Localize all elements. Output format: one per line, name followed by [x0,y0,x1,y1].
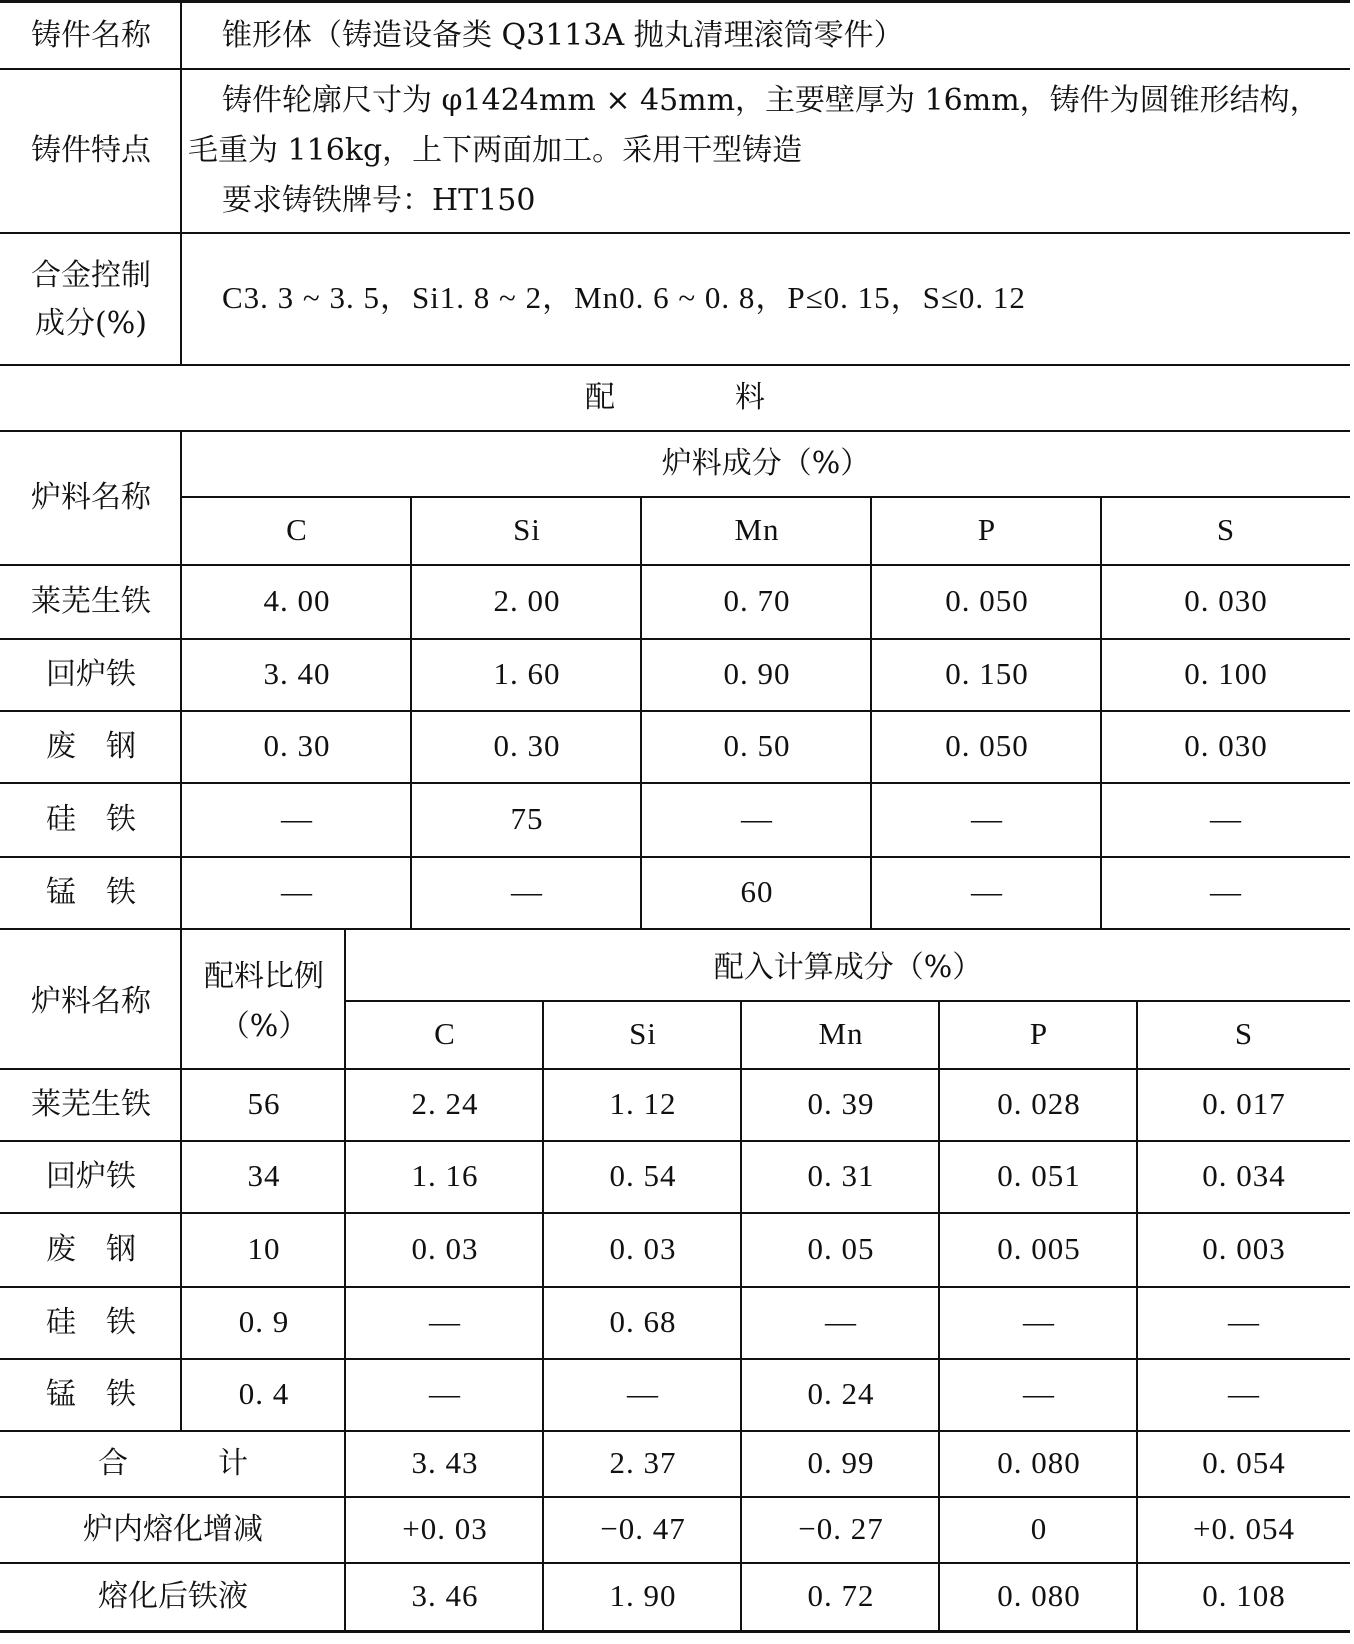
horizontal-rule [182,496,1350,498]
charge-group-header: 炉料成分（%） [661,445,871,481]
summary-cell: 0. 99 [807,1444,875,1480]
calc-row-name: 莱芜生铁 [31,1086,151,1122]
vertical-rule [344,928,346,1630]
charge-cell: 0. 50 [723,727,791,763]
charge-header-s: S [1216,511,1236,547]
calc-ratio-header-line-2: （%） [219,1008,309,1044]
charge-row-name: 硅 铁 [46,801,136,837]
calc-ratio-header-line-1: 配料比例 [204,958,324,994]
calc-row-name: 硅 铁 [46,1304,136,1340]
calc-cell: 0. 003 [1202,1230,1286,1266]
calc-row-name: 锰 铁 [46,1376,136,1412]
summary-cell: 3. 46 [411,1577,479,1613]
charge-header-c: C [286,511,308,547]
horizontal-rule [0,1140,1350,1142]
horizontal-rule [0,782,1350,784]
vertical-rule [180,430,182,928]
charge-cell: 4. 00 [263,582,331,618]
summary-cell: 0. 080 [997,1444,1081,1480]
calc-name-header: 炉料名称 [31,983,151,1019]
vertical-rule [1100,496,1102,928]
horizontal-rule [0,430,1350,432]
horizontal-rule [0,638,1350,640]
horizontal-rule [0,364,1350,366]
charge-cell: — [281,800,313,836]
horizontal-rule [0,68,1350,70]
calc-cell: 1. 12 [609,1085,677,1121]
summary-cell: 1. 90 [609,1577,677,1613]
horizontal-rule [0,1212,1350,1214]
calc-cell: 0. 028 [997,1085,1081,1121]
charge-header-p: P [977,511,997,547]
casting-features-line-3: 要求铸铁牌号：HT150 [222,183,536,218]
calc-cell: 0. 005 [997,1230,1081,1266]
calc-header-c: C [434,1015,456,1051]
horizontal-rule [346,1000,1350,1002]
summary-cell: 0. 080 [997,1577,1081,1613]
summary-cell: 0. 108 [1202,1577,1286,1613]
calc-cell: 0. 051 [997,1157,1081,1193]
horizontal-rule [0,1430,1350,1432]
calc-cell: — [429,1375,461,1411]
summary-row-label: 炉内熔化增减 [83,1511,263,1547]
calc-header-p: P [1029,1015,1049,1051]
horizontal-rule [0,232,1350,234]
calc-cell: — [1023,1375,1055,1411]
vertical-rule [180,0,182,364]
alloy-label-line-1: 合金控制 [31,257,151,293]
casting-features-label: 铸件特点 [31,132,151,168]
casting-name-label: 铸件名称 [31,17,151,53]
charge-cell: 0. 050 [945,727,1029,763]
charge-cell: — [971,800,1003,836]
calc-cell: 0. 54 [609,1157,677,1193]
horizontal-rule [0,856,1350,858]
summary-row-label: 熔化后铁液 [98,1578,248,1614]
vertical-rule [938,1000,940,1630]
charge-cell: — [1210,873,1242,909]
horizontal-rule [0,1068,1350,1070]
calc-row-ratio: 10 [247,1230,281,1266]
vertical-rule [410,496,412,928]
calc-cell: 0. 03 [411,1230,479,1266]
vertical-rule [180,928,182,1430]
calc-cell: 0. 39 [807,1085,875,1121]
calc-cell: — [627,1375,659,1411]
vertical-rule [1136,1000,1138,1630]
charge-cell: — [511,873,543,909]
vertical-rule [640,496,642,928]
horizontal-rule [0,1286,1350,1288]
charge-cell: 0. 100 [1184,655,1268,691]
calc-cell: — [429,1303,461,1339]
calc-cell: 0. 034 [1202,1157,1286,1193]
horizontal-rule [0,564,1350,566]
charge-cell: — [741,800,773,836]
charge-cell: — [281,873,313,909]
calc-cell: — [1228,1303,1260,1339]
charge-cell: 0. 150 [945,655,1029,691]
horizontal-rule [0,1496,1350,1498]
alloy-composition-value: C3. 3 ~ 3. 5，Si1. 8 ~ 2，Mn0. 6 ~ 0. 8，P≤0. 15，S≤0. 12 [222,279,1026,315]
charge-cell: 2. 00 [493,582,561,618]
horizontal-rule [0,928,1350,930]
charge-cell: 3. 40 [263,655,331,691]
calc-cell: 0. 05 [807,1230,875,1266]
calc-cell: — [1228,1375,1260,1411]
horizontal-rule [0,0,1350,3]
horizontal-rule [0,1630,1350,1633]
summary-cell: 0. 054 [1202,1444,1286,1480]
calc-header-si: Si [629,1015,657,1051]
summary-cell: +0. 03 [402,1510,488,1546]
calc-row-ratio: 0. 9 [238,1303,290,1339]
charge-cell: 0. 30 [493,727,561,763]
summary-cell: 0 [1030,1510,1048,1546]
calc-header-s: S [1234,1015,1254,1051]
charge-cell: 75 [510,800,544,836]
summary-cell: 0. 72 [807,1577,875,1613]
charge-cell: 0. 70 [723,582,791,618]
summary-row-label: 合 计 [98,1445,248,1481]
charge-header-mn: Mn [734,511,780,547]
alloy-label-line-2: 成分(%) [35,305,147,341]
vertical-rule [870,496,872,928]
summary-cell: 3. 43 [411,1444,479,1480]
charge-cell: 0. 30 [263,727,331,763]
charge-cell: 0. 050 [945,582,1029,618]
horizontal-rule [0,1358,1350,1360]
calc-row-ratio: 56 [247,1085,281,1121]
calc-row-ratio: 34 [247,1157,281,1193]
charge-name-header: 炉料名称 [31,479,151,515]
summary-cell: 2. 37 [609,1444,677,1480]
section-title: 配 料 [585,379,765,415]
calc-cell: 0. 31 [807,1157,875,1193]
casting-features-line-1: 铸件轮廓尺寸为 φ1424mm × 45mm，主要壁厚为 16mm，铸件为圆锥形结构， [222,83,1320,118]
calc-row-ratio: 0. 4 [238,1375,290,1411]
charge-cell: 0. 030 [1184,582,1268,618]
charge-row-name: 锰 铁 [46,874,136,910]
casting-name-value: 锥形体（铸造设备类 Q3113A 抛丸清理滚筒零件） [222,17,904,53]
vertical-rule [740,1000,742,1630]
calc-cell: 0. 68 [609,1303,677,1339]
calc-cell: — [1023,1303,1055,1339]
charge-cell: 1. 60 [493,655,561,691]
charge-cell: — [1210,800,1242,836]
charge-cell: 0. 90 [723,655,791,691]
calc-header-mn: Mn [818,1015,864,1051]
summary-cell: +0. 054 [1193,1510,1295,1546]
calc-cell: 2. 24 [411,1085,479,1121]
calc-cell: 0. 03 [609,1230,677,1266]
calc-group-header: 配入计算成分（%） [713,949,983,985]
calc-cell: 0. 24 [807,1375,875,1411]
calc-row-name: 废 钢 [46,1231,136,1267]
charge-row-name: 废 钢 [46,728,136,764]
calc-cell: — [825,1303,857,1339]
charge-cell: — [971,873,1003,909]
calc-cell: 0. 017 [1202,1085,1286,1121]
summary-cell: −0. 47 [600,1510,686,1546]
summary-cell: −0. 27 [798,1510,884,1546]
calc-row-name: 回炉铁 [46,1158,136,1194]
charge-cell: 60 [740,873,774,909]
charge-row-name: 莱芜生铁 [31,583,151,619]
charge-cell: 0. 030 [1184,727,1268,763]
vertical-rule [542,1000,544,1630]
charge-row-name: 回炉铁 [46,656,136,692]
calc-cell: 1. 16 [411,1157,479,1193]
horizontal-rule [0,1562,1350,1564]
charge-header-si: Si [513,511,541,547]
horizontal-rule [0,710,1350,712]
casting-features-line-2: 毛重为 116kg，上下两面加工。采用干型铸造 [188,133,803,168]
